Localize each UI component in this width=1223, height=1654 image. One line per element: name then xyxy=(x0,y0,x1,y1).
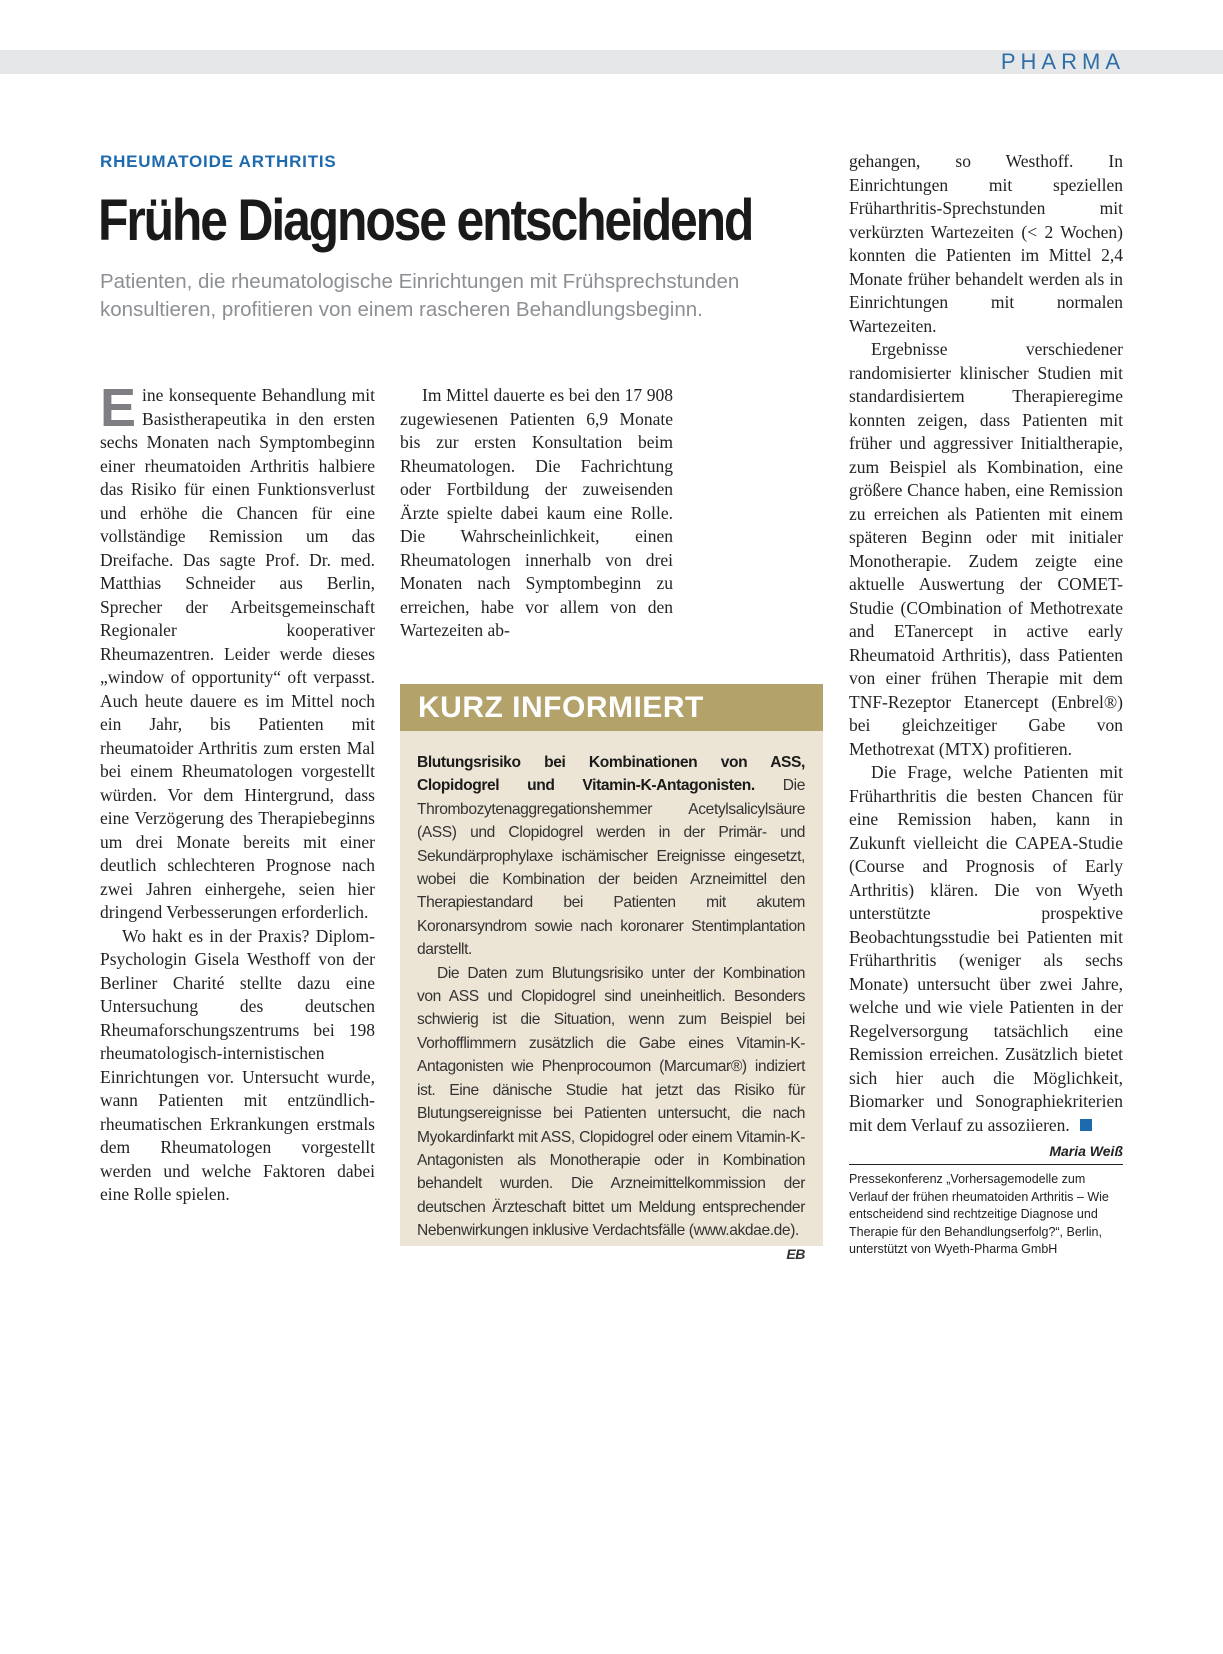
end-mark-icon xyxy=(1080,1119,1092,1131)
info-box-title: KURZ INFORMIERT xyxy=(400,684,823,731)
paragraph-text: Die Frage, welche Patienten mit Früharthritis die besten Chancen für eine Remission haben, kann in Zukunft vielleicht die CAPEA-Studie (Course and Prognosis of Early Arthritis) klären. Die von Wyeth unterstützte prospektive Beobachtungsstudie bei Patienten mit Früharthritis (weniger als sechs Monate) untersucht über zwei Jahre, welche und wie viele Patienten in der Regelversorgung tatsächlich eine Remission erreichen. Zusätzlich bietet sich hier auch die Möglichkeit, Biomarker und Sonographiekriterien mit dem Verlauf zu assoziieren. xyxy=(849,762,1123,1135)
source-footnote: Pressekonferenz „Vorhersagemodelle zum Verlauf der frühen rheumatoiden Arthritis – Wie entscheidend sind rechtzeitige Diagnose und Therapie für den Behandlungserfolg?“, Berlin, unterstützt von Wyeth-Pharma GmbH xyxy=(849,1164,1123,1259)
drop-cap: E xyxy=(100,378,137,438)
info-box-body xyxy=(400,731,823,1262)
article-kicker: RHEUMATOIDE ARTHRITIS xyxy=(100,152,337,171)
paragraph xyxy=(100,378,375,925)
paragraph: Im Mittel dauerte es bei den 17 908 zugewiesenen Patienten 6,9 Monate bis zur ersten Konsultation beim Rheumatologen. Die Fachrichtung oder Fortbildung der zuweisenden Ärzte spielte dabei kaum eine Rolle. Die Wahrscheinlichkeit, einen Rheumatologen innerhalb von drei Monaten nach Symptombeginn zu erreichen, habe vor allem von den Wartezeiten ab- xyxy=(400,385,673,640)
author-byline: Maria Weiß xyxy=(1049,1143,1123,1159)
article-column-2 xyxy=(400,384,673,643)
info-box xyxy=(400,684,823,1262)
paragraph: gehangen, so Westhoff. In Einrichtungen mit speziellen Früharthritis-Sprechstunden mit verkürzten Wartezeiten (< 2 Wochen) konnten die Patienten im Mittel 2,4 Monate früher behandelt werden als in Einrichtungen mit normalen Wartezeiten. xyxy=(849,151,1123,336)
article-column-1 xyxy=(100,378,375,1207)
info-paragraph xyxy=(417,751,805,962)
info-paragraph xyxy=(417,962,805,1262)
info-signature: EB xyxy=(786,1245,805,1262)
info-text: Die Daten zum Blutungsrisiko unter der Kombination von ASS und Clopidogrel sind uneinheitlich. Besonders schwierig ist die Situation, wenn zum Beispiel bei Vorhofflimmern zusätzlich die Gabe eines Vitamin-K-Antagonisten wie Phenprocoumon (Marcumar®) indiziert ist. Eine dänische Studie hat jetzt das Risiko für Blutungsereignisse bei Patienten untersucht, die nach Myokardinfarkt mit ASS, Clopidogrel oder einem Vitamin-K-Antagonisten als Monotherapie oder in Kombination behandelt wurden. Die Arzneimittelkommission der deutschen Ärzteschaft bittet um Meldung entsprechender Nebenwirkungen inklusive Verdachtsfälle (www.akdae.de). xyxy=(417,964,805,1240)
section-label: PHARMA xyxy=(1000,49,1125,74)
paragraph: Wo hakt es in der Praxis? Diplom-Psychologin Gisela Westhoff von der Berliner Charité stellte dazu eine Untersuchung des deutschen Rheumaforschungszentrums bei 198 rheumatologisch-internistischen Einrichtungen vor. Untersucht wurde, wann Patienten mit entzündlich-rheumatischen Erkrankungen erstmals dem Rheumatologen vorgestellt werden und welche Faktoren dabei eine Rolle spielen. xyxy=(100,925,375,1204)
paragraph xyxy=(849,761,1123,1137)
info-text: Die Thrombozytenaggregationshemmer Acetylsalicylsäure (ASS) und Clopidogrel werden in der Primär- und Sekundärprophylaxe ischämischer Ereignisse eingesetzt, wobei die Kombination der beiden Arzneimittel den Therapiestandard bei Patienten mit akutem Koronarsyndrom sowie nach koronarer Stentimplantation darstellt. xyxy=(417,777,805,959)
article-headline: Frühe Diagnose entscheidend xyxy=(98,188,753,253)
paragraph-text: ine konsequente Behandlung mit Basistherapeutika in den ersten sechs Monaten nach Symptombeginn einer rheumatoiden Arthritis halbiere das Risiko für einen Funktionsverlust und erhöhe die Chancen für eine vollständige Remission um das Dreifache. Das sagte Prof. Dr. med. Matthias Schneider aus Berlin, Sprecher der Arbeitsgemeinschaft Regionaler kooperativer Rheumazentren. Leider werde dieses „window of opportunity“ oft verpasst. Auch heute dauere es im Mittel noch ein Jahr, bis Patienten mit rheumatoider Arthritis zum ersten Mal bei einem Rheumatologen vorgestellt würden. Vor dem Hintergrund, dass eine Verzögerung des Therapiebeginns um drei Monate bereits mit einer deutlich schlechteren Prognose nach zwei Jahren einhergehe, seien hier dringend Verbesserungen erforderlich. xyxy=(100,385,375,922)
article-deck: Patienten, die rheumatologische Einrichtungen mit Frühsprechstunden konsultieren, profitieren von einem rascheren Behandlungsbeginn. xyxy=(100,270,740,321)
info-lead: Blutungsrisiko bei Kombinationen von ASS, Clopidogrel und Vitamin-K-Antagonisten. xyxy=(417,754,805,795)
paragraph: Ergebnisse verschiedener randomisierter klinischer Studien mit standardisiertem Therapieregime konnten zeigen, dass Patienten mit früher und aggressiver Initialtherapie, zum Beispiel als Kombination, eine größere Chance haben, eine Remission zu erreichen als Patienten mit einem späteren Beginn oder mit initialer Monotherapie. Zudem zeigte eine aktuelle Auswertung der COMET-Studie (COmbination of Methotrexate and ETanercept in active early Rheumatoid Arthritis), dass Patienten von einer frühen Therapie mit dem TNF-Rezeptor Etanercept (Enbrel®) bei gleichzeitiger Gabe von Methotrexat (MTX) profitieren. xyxy=(849,339,1123,759)
article-column-3 xyxy=(849,150,1123,1161)
